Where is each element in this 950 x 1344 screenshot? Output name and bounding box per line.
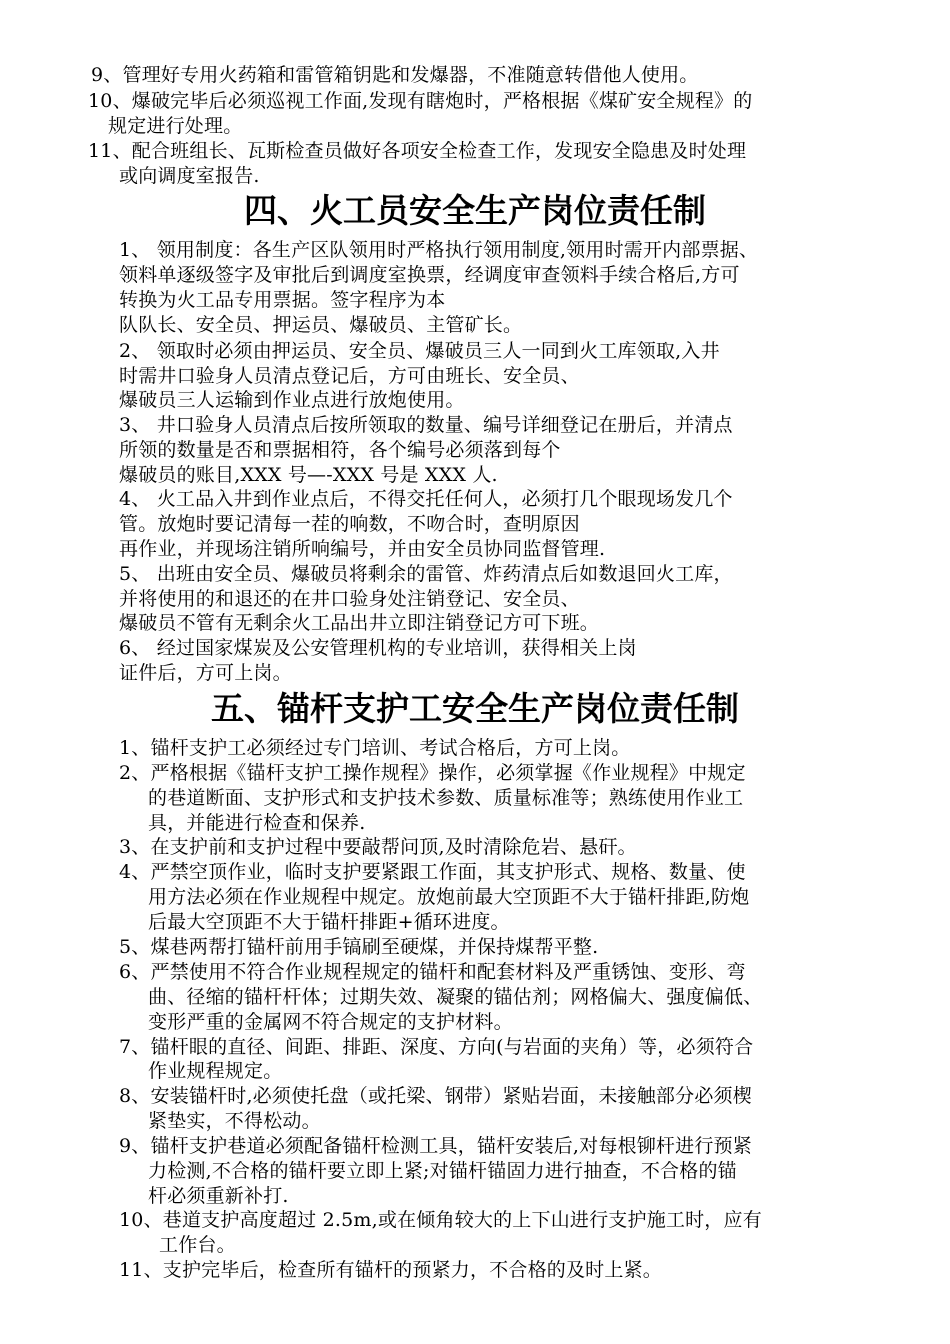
- s4-item-5-line-1: 5、 出班由安全员、爆破员将剩余的雷管、炸药清点后如数退回火工库，: [119, 563, 733, 585]
- s4-item-4-line-3: 再作业，并现场注销所响编号，并由安全员协同监督管理.: [119, 538, 606, 560]
- s4-item-6-line-2: 证件后，方可上岗。: [119, 662, 292, 684]
- s4-item-1-line-3: 转换为火工品专用票据。签字程序为本: [119, 289, 446, 311]
- section-five-heading: 五、锚杆支护工安全生产岗位责任制: [211, 689, 739, 728]
- s4-item-6-line-1: 6、 经过国家煤炭及公安管理机构的专业培训，获得相关上岗: [119, 637, 637, 659]
- s4-item-1-line-4: 队队长、安全员、押运员、爆破员、主管矿长。: [119, 314, 523, 336]
- s5-item-9-line-2: 力检测,不合格的锚杆要立即上紧;对锚杆锚固力进行抽查，不合格的锚: [148, 1160, 737, 1182]
- s5-item-11-line-1: 11、支护完毕后，检查所有锚杆的预紧力，不合格的及时上紧。: [119, 1259, 662, 1281]
- s5-item-4-line-1: 4、严禁空顶作业，临时支护要紧跟工作面，其支护形式、规格、数量、使: [119, 861, 746, 883]
- s5-item-7-line-1: 7、锚杆眼的直径、间距、排距、深度、方向(与岩面的夹角）等，必须符合: [119, 1036, 754, 1058]
- s5-item-10-line-1: 10、巷道支护高度超过 2.5m,或在倾角较大的上下山进行支护施工时，应有: [119, 1209, 762, 1231]
- s5-item-8-line-2: 紧垫实，不得松动。: [148, 1110, 321, 1132]
- s4-item-4-line-1: 4、 火工品入井到作业点后，不得交托任何人，必须打几个眼现场发几个: [119, 488, 733, 510]
- s4-item-3-line-2: 所领的数量是否和票据相符，各个编号必须落到每个: [119, 439, 561, 461]
- s5-item-5-line-1: 5、煤巷两帮打锚杆前用手镐刷至硬煤，并保持煤帮平整.: [119, 936, 599, 958]
- s5-item-6-line-1: 6、严禁使用不符合作业规程规定的锚杆和配套材料及严重锈蚀、变形、弯: [119, 961, 746, 983]
- s4-item-2-line-2: 时需井口验身人员清点登记后，方可由班长、安全员、: [119, 365, 580, 387]
- s3-item-10-line-2: 规定进行处理。: [108, 115, 243, 137]
- s5-item-2-line-3: 具，并能进行检查和保养.: [148, 812, 366, 834]
- s4-item-4-line-2: 管。放炮时要记清每一茬的响数，不吻合时，查明原因: [119, 513, 580, 535]
- s5-item-6-line-3: 变形严重的金属网不符合规定的支护材料。: [148, 1011, 513, 1033]
- s5-item-6-line-2: 曲、径缩的锚杆杆体；过期失效、凝聚的锚估剂；网格偏大、强度偏低、: [148, 986, 763, 1008]
- s4-item-1-line-1: 1、 领用制度：各生产区队领用时严格执行领用制度,领用时需开内部票据、: [119, 239, 759, 261]
- s5-item-1-line-1: 1、锚杆支护工必须经过专门培训、考试合格后，方可上岗。: [119, 737, 631, 759]
- s5-item-7-line-2: 作业规程规定。: [148, 1060, 283, 1082]
- s3-item-11-line-2: 或向调度室报告.: [119, 165, 260, 187]
- s4-item-3-line-1: 3、 井口验身人员清点后按所领取的数量、编号详细登记在册后，并清点: [119, 414, 733, 436]
- s5-item-9-line-3: 杆必须重新补打.: [148, 1185, 289, 1207]
- s3-item-9-line-1: 9、管理好专用火药箱和雷管箱钥匙和发爆器，不准随意转借他人使用。: [91, 64, 699, 86]
- s5-item-9-line-1: 9、锚杆支护巷道必须配备锚杆检测工具，锚杆安装后,对每根铆杆进行预紧: [119, 1135, 752, 1157]
- s4-item-5-line-3: 爆破员不管有无剩余火工品出井立即注销登记方可下班。: [119, 612, 600, 634]
- s4-item-2-line-1: 2、 领取时必须由押运员、安全员、爆破员三人一同到火工库领取,入井: [119, 340, 720, 362]
- s3-item-10-line-1: 10、爆破完毕后必须巡视工作面,发现有瞎炮时，严格根据《煤矿安全规程》的: [88, 90, 753, 112]
- s5-item-2-line-2: 的巷道断面、支护形式和支护技术参数、质量标准等；熟练使用作业工: [148, 787, 744, 809]
- s3-item-11-line-1: 11、配合班组长、瓦斯检查员做好各项安全检查工作，发现安全隐患及时处理: [88, 140, 747, 162]
- s5-item-4-line-3: 后最大空顶距不大于锚杆排距+循环进度。: [148, 911, 510, 933]
- s5-item-3-line-1: 3、在支护前和支护过程中要敲帮问顶,及时清除危岩、悬矸。: [119, 836, 637, 858]
- s4-item-1-line-2: 领料单逐级签字及审批后到调度室换票，经调度审查领料手续合格后,方可: [119, 264, 740, 286]
- s4-item-2-line-3: 爆破员三人运输到作业点进行放炮使用。: [119, 389, 465, 411]
- s5-item-8-line-1: 8、安装锚杆时,必须使托盘（或托梁、钢带）紧贴岩面，未接触部分必须楔: [119, 1085, 752, 1107]
- s4-item-5-line-2: 并将使用的和退还的在井口验身处注销登记、安全员、: [119, 588, 580, 610]
- section-four-heading: 四、火工员安全生产岗位责任制: [244, 191, 706, 230]
- s5-item-4-line-2: 用方法必须在作业规程中规定。放炮前最大空顶距不大于锚杆排距,防炮: [148, 886, 750, 908]
- s5-item-10-line-2: 工作台。: [159, 1234, 236, 1256]
- s5-item-2-line-1: 2、严格根据《锚杆支护工操作规程》操作，必须掌握《作业规程》中规定: [119, 762, 746, 784]
- s4-item-3-line-3: 爆破员的账目,XXX 号—-XXX 号是 XXX 人.: [119, 464, 498, 486]
